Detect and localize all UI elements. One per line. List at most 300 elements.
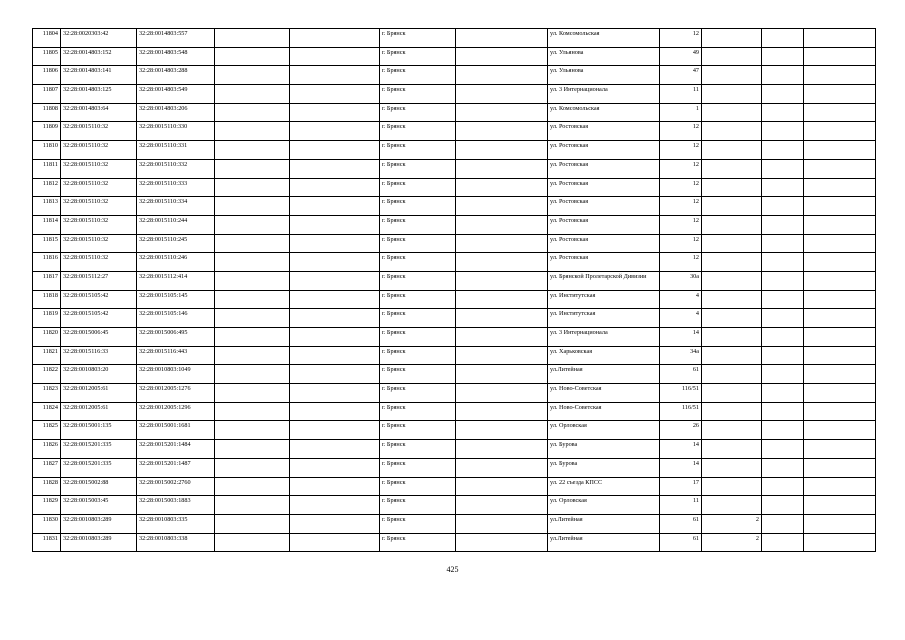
- table-row: [33, 47, 876, 66]
- empty-cell: [290, 141, 380, 160]
- old-cadastral-number-cell: 32:28:0015002:88: [61, 477, 137, 496]
- old-cadastral-number-cell: 32:28:0010803:289: [61, 514, 137, 533]
- new-cadastral-number-cell: 32:28:0014803:288: [137, 66, 215, 85]
- empty-cell: [215, 346, 290, 365]
- empty-cell: [290, 290, 380, 309]
- row-number-cell: 11822: [33, 365, 61, 384]
- street-cell: ул. Ростовская: [548, 215, 660, 234]
- apartment-number-cell: [702, 496, 762, 515]
- empty-cell: [762, 514, 804, 533]
- table-row: [33, 346, 876, 365]
- street-cell: ул. 22 съезда КПСС: [548, 477, 660, 496]
- old-cadastral-number-cell: 32:28:0014803:64: [61, 103, 137, 122]
- old-cadastral-number-cell: 32:28:0014803:152: [61, 47, 137, 66]
- apartment-number-cell: [702, 346, 762, 365]
- empty-cell: [215, 421, 290, 440]
- old-cadastral-number-cell: 32:28:0015003:45: [61, 496, 137, 515]
- street-cell: ул. Брянской Пролетарской Дивизии: [548, 271, 660, 290]
- empty-cell: [456, 496, 548, 515]
- city-cell: г. Брянск: [380, 253, 456, 272]
- apartment-number-cell: [702, 66, 762, 85]
- old-cadastral-number-cell: 32:28:0010803:289: [61, 533, 137, 552]
- apartment-number-cell: [702, 477, 762, 496]
- house-number-cell: 12: [660, 197, 702, 216]
- empty-cell: [290, 384, 380, 403]
- city-cell: г. Брянск: [380, 159, 456, 178]
- empty-cell: [290, 271, 380, 290]
- empty-cell: [804, 66, 876, 85]
- empty-cell: [290, 514, 380, 533]
- city-cell: г. Брянск: [380, 290, 456, 309]
- new-cadastral-number-cell: 32:28:0014803:549: [137, 85, 215, 104]
- city-cell: г. Брянск: [380, 85, 456, 104]
- city-cell: г. Брянск: [380, 402, 456, 421]
- table-row: [33, 458, 876, 477]
- apartment-number-cell: [702, 159, 762, 178]
- street-cell: ул.Литейная: [548, 365, 660, 384]
- street-cell: ул. Бурова: [548, 458, 660, 477]
- old-cadastral-number-cell: 32:28:0015110:32: [61, 234, 137, 253]
- empty-cell: [762, 421, 804, 440]
- empty-cell: [290, 122, 380, 141]
- empty-cell: [215, 365, 290, 384]
- street-cell: ул. Харьковская: [548, 346, 660, 365]
- empty-cell: [804, 477, 876, 496]
- old-cadastral-number-cell: 32:28:0014803:141: [61, 66, 137, 85]
- empty-cell: [290, 365, 380, 384]
- empty-cell: [804, 253, 876, 272]
- empty-cell: [215, 29, 290, 48]
- apartment-number-cell: [702, 141, 762, 160]
- house-number-cell: 4: [660, 290, 702, 309]
- table-row: [33, 215, 876, 234]
- house-number-cell: 12: [660, 253, 702, 272]
- empty-cell: [804, 234, 876, 253]
- table-row: [33, 253, 876, 272]
- table-row: [33, 421, 876, 440]
- empty-cell: [762, 103, 804, 122]
- house-number-cell: 14: [660, 440, 702, 459]
- empty-cell: [804, 141, 876, 160]
- empty-cell: [456, 234, 548, 253]
- old-cadastral-number-cell: 32:28:0015110:32: [61, 178, 137, 197]
- street-cell: ул. Ново-Советская: [548, 402, 660, 421]
- new-cadastral-number-cell: 32:28:0015002:2760: [137, 477, 215, 496]
- empty-cell: [456, 309, 548, 328]
- house-number-cell: 11: [660, 496, 702, 515]
- row-number-cell: 11805: [33, 47, 61, 66]
- new-cadastral-number-cell: 32:28:0015110:245: [137, 234, 215, 253]
- old-cadastral-number-cell: 32:28:0015006:45: [61, 328, 137, 347]
- row-number-cell: 11815: [33, 234, 61, 253]
- new-cadastral-number-cell: 32:28:0015116:443: [137, 346, 215, 365]
- empty-cell: [215, 384, 290, 403]
- city-cell: г. Брянск: [380, 215, 456, 234]
- new-cadastral-number-cell: 32:28:0015112:414: [137, 271, 215, 290]
- empty-cell: [804, 328, 876, 347]
- empty-cell: [215, 141, 290, 160]
- old-cadastral-number-cell: 32:28:0015201:335: [61, 440, 137, 459]
- apartment-number-cell: [702, 290, 762, 309]
- house-number-cell: 26: [660, 421, 702, 440]
- row-number-cell: 11817: [33, 271, 61, 290]
- house-number-cell: 12: [660, 234, 702, 253]
- table-row: [33, 533, 876, 552]
- new-cadastral-number-cell: 32:28:0015201:1484: [137, 440, 215, 459]
- row-number-cell: 11811: [33, 159, 61, 178]
- empty-cell: [215, 440, 290, 459]
- row-number-cell: 11810: [33, 141, 61, 160]
- new-cadastral-number-cell: 32:28:0015105:146: [137, 309, 215, 328]
- old-cadastral-number-cell: 32:28:0015110:32: [61, 253, 137, 272]
- row-number-cell: 11808: [33, 103, 61, 122]
- table-row: [33, 85, 876, 104]
- city-cell: г. Брянск: [380, 66, 456, 85]
- apartment-number-cell: [702, 365, 762, 384]
- table-row: [33, 477, 876, 496]
- table-row: [33, 159, 876, 178]
- house-number-cell: 34а: [660, 346, 702, 365]
- old-cadastral-number-cell: 32:28:0015105:42: [61, 309, 137, 328]
- old-cadastral-number-cell: 32:28:0012005:61: [61, 384, 137, 403]
- empty-cell: [215, 215, 290, 234]
- empty-cell: [804, 178, 876, 197]
- house-number-cell: 47: [660, 66, 702, 85]
- empty-cell: [456, 197, 548, 216]
- house-number-cell: 1: [660, 103, 702, 122]
- cadastral-registry-table: [32, 28, 876, 552]
- empty-cell: [290, 197, 380, 216]
- city-cell: г. Брянск: [380, 47, 456, 66]
- street-cell: ул. Ростовская: [548, 159, 660, 178]
- new-cadastral-number-cell: 32:28:0015110:246: [137, 253, 215, 272]
- new-cadastral-number-cell: 32:28:0014803:206: [137, 103, 215, 122]
- empty-cell: [215, 514, 290, 533]
- new-cadastral-number-cell: 32:28:0014803:557: [137, 29, 215, 48]
- old-cadastral-number-cell: 32:28:0015110:32: [61, 141, 137, 160]
- table-row: [33, 290, 876, 309]
- old-cadastral-number-cell: 32:28:0014803:125: [61, 85, 137, 104]
- empty-cell: [215, 328, 290, 347]
- empty-cell: [215, 85, 290, 104]
- table-row: [33, 66, 876, 85]
- empty-cell: [762, 47, 804, 66]
- empty-cell: [290, 477, 380, 496]
- empty-cell: [456, 421, 548, 440]
- empty-cell: [762, 496, 804, 515]
- row-number-cell: 11824: [33, 402, 61, 421]
- city-cell: г. Брянск: [380, 533, 456, 552]
- table-row: [33, 197, 876, 216]
- empty-cell: [804, 85, 876, 104]
- empty-cell: [215, 47, 290, 66]
- empty-cell: [804, 440, 876, 459]
- empty-cell: [456, 141, 548, 160]
- old-cadastral-number-cell: 32:28:0020303:42: [61, 29, 137, 48]
- house-number-cell: 61: [660, 514, 702, 533]
- house-number-cell: 116/51: [660, 384, 702, 403]
- house-number-cell: 17: [660, 477, 702, 496]
- empty-cell: [215, 253, 290, 272]
- empty-cell: [215, 197, 290, 216]
- empty-cell: [456, 477, 548, 496]
- new-cadastral-number-cell: 32:28:0015006:495: [137, 328, 215, 347]
- row-number-cell: 11820: [33, 328, 61, 347]
- empty-cell: [290, 328, 380, 347]
- empty-cell: [804, 421, 876, 440]
- empty-cell: [215, 458, 290, 477]
- house-number-cell: 12: [660, 215, 702, 234]
- table-row: [33, 271, 876, 290]
- old-cadastral-number-cell: 32:28:0015001:135: [61, 421, 137, 440]
- row-number-cell: 11821: [33, 346, 61, 365]
- empty-cell: [215, 66, 290, 85]
- street-cell: ул. Орловская: [548, 421, 660, 440]
- street-cell: ул. 3 Интернационала: [548, 85, 660, 104]
- empty-cell: [762, 458, 804, 477]
- city-cell: г. Брянск: [380, 496, 456, 515]
- new-cadastral-number-cell: 32:28:0015001:1681: [137, 421, 215, 440]
- empty-cell: [456, 178, 548, 197]
- row-number-cell: 11816: [33, 253, 61, 272]
- city-cell: г. Брянск: [380, 328, 456, 347]
- empty-cell: [456, 122, 548, 141]
- apartment-number-cell: [702, 29, 762, 48]
- row-number-cell: 11826: [33, 440, 61, 459]
- empty-cell: [804, 533, 876, 552]
- street-cell: ул. Ростовская: [548, 234, 660, 253]
- empty-cell: [456, 328, 548, 347]
- street-cell: ул.Литейная: [548, 514, 660, 533]
- empty-cell: [456, 85, 548, 104]
- empty-cell: [804, 290, 876, 309]
- row-number-cell: 11829: [33, 496, 61, 515]
- empty-cell: [290, 178, 380, 197]
- empty-cell: [215, 103, 290, 122]
- street-cell: ул. Ростовская: [548, 122, 660, 141]
- table-row: [33, 29, 876, 48]
- empty-cell: [456, 384, 548, 403]
- empty-cell: [804, 215, 876, 234]
- new-cadastral-number-cell: 32:28:0015201:1487: [137, 458, 215, 477]
- empty-cell: [456, 346, 548, 365]
- table-row: [33, 402, 876, 421]
- empty-cell: [804, 496, 876, 515]
- row-number-cell: 11830: [33, 514, 61, 533]
- house-number-cell: 12: [660, 159, 702, 178]
- empty-cell: [762, 402, 804, 421]
- empty-cell: [290, 253, 380, 272]
- city-cell: г. Брянск: [380, 141, 456, 160]
- empty-cell: [290, 47, 380, 66]
- empty-cell: [804, 402, 876, 421]
- new-cadastral-number-cell: 32:28:0015105:145: [137, 290, 215, 309]
- street-cell: ул. Комсомольская: [548, 29, 660, 48]
- empty-cell: [804, 271, 876, 290]
- street-cell: ул. Ростовская: [548, 253, 660, 272]
- city-cell: г. Брянск: [380, 197, 456, 216]
- empty-cell: [456, 514, 548, 533]
- new-cadastral-number-cell: 32:28:0014803:548: [137, 47, 215, 66]
- row-number-cell: 11831: [33, 533, 61, 552]
- city-cell: г. Брянск: [380, 458, 456, 477]
- apartment-number-cell: [702, 384, 762, 403]
- empty-cell: [804, 365, 876, 384]
- empty-cell: [456, 290, 548, 309]
- new-cadastral-number-cell: 32:28:0015110:331: [137, 141, 215, 160]
- apartment-number-cell: [702, 421, 762, 440]
- house-number-cell: 12: [660, 178, 702, 197]
- new-cadastral-number-cell: 32:28:0010803:335: [137, 514, 215, 533]
- city-cell: г. Брянск: [380, 234, 456, 253]
- empty-cell: [456, 365, 548, 384]
- empty-cell: [290, 66, 380, 85]
- empty-cell: [762, 384, 804, 403]
- apartment-number-cell: [702, 309, 762, 328]
- empty-cell: [804, 103, 876, 122]
- city-cell: г. Брянск: [380, 477, 456, 496]
- row-number-cell: 11804: [33, 29, 61, 48]
- apartment-number-cell: [702, 215, 762, 234]
- empty-cell: [215, 533, 290, 552]
- street-cell: ул. Орловская: [548, 496, 660, 515]
- empty-cell: [456, 215, 548, 234]
- empty-cell: [215, 477, 290, 496]
- row-number-cell: 11813: [33, 197, 61, 216]
- old-cadastral-number-cell: 32:28:0015110:32: [61, 215, 137, 234]
- house-number-cell: 116/51: [660, 402, 702, 421]
- empty-cell: [804, 514, 876, 533]
- city-cell: г. Брянск: [380, 103, 456, 122]
- city-cell: г. Брянск: [380, 384, 456, 403]
- new-cadastral-number-cell: 32:28:0015110:332: [137, 159, 215, 178]
- empty-cell: [762, 346, 804, 365]
- old-cadastral-number-cell: 32:28:0012005:61: [61, 402, 137, 421]
- city-cell: г. Брянск: [380, 346, 456, 365]
- empty-cell: [215, 122, 290, 141]
- empty-cell: [290, 85, 380, 104]
- empty-cell: [290, 103, 380, 122]
- apartment-number-cell: 2: [702, 514, 762, 533]
- city-cell: г. Брянск: [380, 440, 456, 459]
- street-cell: ул. Ново-Советская: [548, 384, 660, 403]
- new-cadastral-number-cell: 32:28:0012005:1296: [137, 402, 215, 421]
- table-row: [33, 365, 876, 384]
- old-cadastral-number-cell: 32:28:0015105:42: [61, 290, 137, 309]
- empty-cell: [762, 85, 804, 104]
- empty-cell: [456, 159, 548, 178]
- city-cell: г. Брянск: [380, 122, 456, 141]
- row-number-cell: 11809: [33, 122, 61, 141]
- new-cadastral-number-cell: 32:28:0015110:244: [137, 215, 215, 234]
- empty-cell: [762, 141, 804, 160]
- empty-cell: [290, 440, 380, 459]
- new-cadastral-number-cell: 32:28:0015003:1883: [137, 496, 215, 515]
- empty-cell: [762, 309, 804, 328]
- empty-cell: [762, 159, 804, 178]
- house-number-cell: 12: [660, 141, 702, 160]
- empty-cell: [215, 234, 290, 253]
- city-cell: г. Брянск: [380, 421, 456, 440]
- empty-cell: [762, 215, 804, 234]
- city-cell: г. Брянск: [380, 29, 456, 48]
- empty-cell: [804, 346, 876, 365]
- apartment-number-cell: [702, 122, 762, 141]
- city-cell: г. Брянск: [380, 365, 456, 384]
- empty-cell: [456, 29, 548, 48]
- house-number-cell: 61: [660, 365, 702, 384]
- empty-cell: [215, 271, 290, 290]
- table-row: [33, 178, 876, 197]
- row-number-cell: 11828: [33, 477, 61, 496]
- table-row: [33, 384, 876, 403]
- empty-cell: [215, 178, 290, 197]
- apartment-number-cell: [702, 440, 762, 459]
- empty-cell: [762, 328, 804, 347]
- empty-cell: [456, 402, 548, 421]
- house-number-cell: 11: [660, 85, 702, 104]
- new-cadastral-number-cell: 32:28:0015110:330: [137, 122, 215, 141]
- apartment-number-cell: [702, 178, 762, 197]
- row-number-cell: 11806: [33, 66, 61, 85]
- old-cadastral-number-cell: 32:28:0010803:20: [61, 365, 137, 384]
- city-cell: г. Брянск: [380, 514, 456, 533]
- empty-cell: [762, 440, 804, 459]
- new-cadastral-number-cell: 32:28:0010803:338: [137, 533, 215, 552]
- apartment-number-cell: [702, 47, 762, 66]
- apartment-number-cell: [702, 328, 762, 347]
- empty-cell: [290, 421, 380, 440]
- empty-cell: [290, 159, 380, 178]
- empty-cell: [762, 234, 804, 253]
- table-row: [33, 122, 876, 141]
- empty-cell: [290, 309, 380, 328]
- new-cadastral-number-cell: 32:28:0015110:333: [137, 178, 215, 197]
- street-cell: ул. Ростовская: [548, 197, 660, 216]
- table-row: [33, 234, 876, 253]
- table-row: [33, 440, 876, 459]
- house-number-cell: 61: [660, 533, 702, 552]
- old-cadastral-number-cell: 32:28:0015110:32: [61, 159, 137, 178]
- empty-cell: [215, 309, 290, 328]
- empty-cell: [762, 66, 804, 85]
- street-cell: ул. Ульянова: [548, 66, 660, 85]
- row-number-cell: 11819: [33, 309, 61, 328]
- street-cell: ул. Ростовская: [548, 141, 660, 160]
- street-cell: ул. Бурова: [548, 440, 660, 459]
- old-cadastral-number-cell: 32:28:0015116:33: [61, 346, 137, 365]
- empty-cell: [456, 66, 548, 85]
- house-number-cell: 30а: [660, 271, 702, 290]
- house-number-cell: 4: [660, 309, 702, 328]
- row-number-cell: 11827: [33, 458, 61, 477]
- old-cadastral-number-cell: 32:28:0015110:32: [61, 122, 137, 141]
- empty-cell: [290, 402, 380, 421]
- empty-cell: [290, 346, 380, 365]
- apartment-number-cell: [702, 253, 762, 272]
- new-cadastral-number-cell: 32:28:0015110:334: [137, 197, 215, 216]
- apartment-number-cell: [702, 402, 762, 421]
- old-cadastral-number-cell: 32:28:0015110:32: [61, 197, 137, 216]
- page-number: 425: [446, 565, 459, 574]
- apartment-number-cell: [702, 85, 762, 104]
- empty-cell: [456, 47, 548, 66]
- new-cadastral-number-cell: 32:28:0010803:1049: [137, 365, 215, 384]
- empty-cell: [762, 365, 804, 384]
- street-cell: ул. Комсомольская: [548, 103, 660, 122]
- empty-cell: [804, 197, 876, 216]
- empty-cell: [290, 215, 380, 234]
